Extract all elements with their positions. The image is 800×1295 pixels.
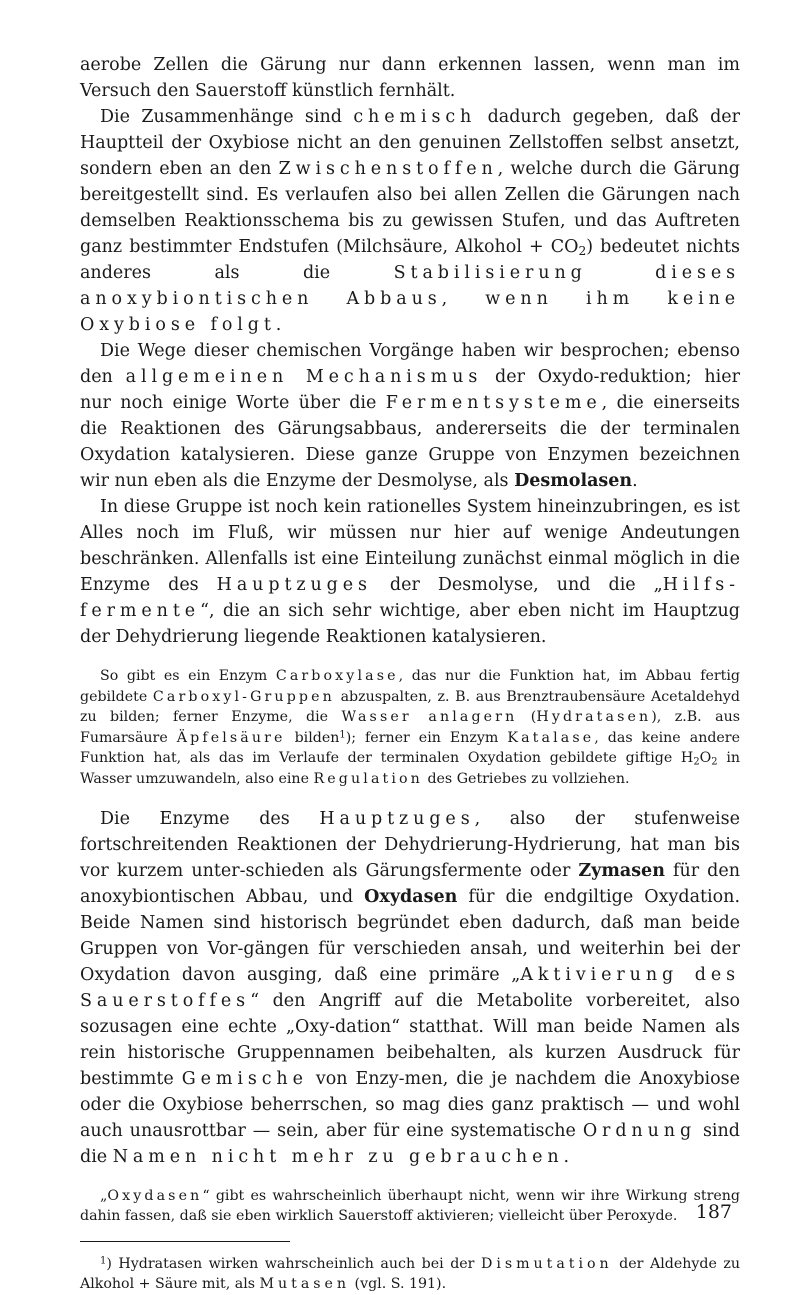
emphasis-allgemeinen-mechanismus: allgemeinen Mechanismus: [125, 367, 483, 387]
emphasis-oxydasen: Oxydasen: [107, 1187, 203, 1204]
paragraph-4: In diese Gruppe ist noch kein rationelles System hineinzubringen, es ist Alles noch im Fluß, wir müssen nur hier auf wenige Andeutungen beschränken. Allenfalls ist eine Einteilung zunächst einmal möglich in die Enzyme des Hauptzuges der Desmolyse, und die „Hilfs-fermente“, die an sich sehr wichtige, aber eben nicht im Hauptzug der Dehydrierung liegende Reaktionen katalysieren.: [80, 497, 740, 647]
paragraph-1: [80, 52, 740, 104]
paragraph-6: Die Enzyme des Hauptzuges, also der stufenweise fortschreitenden Reaktionen der Dehydrierung-Hydrierung, hat man bis vor kurzem unter-schieden als Gärungsfermente oder Zymasen für den anoxybiontischen Abbau, und Oxydasen für die endgiltige Oxydation. Beide Namen sind historisch begründet eben dadurch, daß man beide Gruppen von Vor-gängen für verschieden ansah, und weiterhin bei der Oxydation davon ausging, daß eine primäre „Aktivierung des Sauerstoffes“ den Angriff auf die Metabolite vorbereitet, also sozusagen eine echte „Oxy-dation“ statthat. Will man beide Namen als rein historische Gruppennamen beibehalten, als kurzen Ausdruck für bestimmte Gemische von Enzy-men, die je nachdem die Anoxybiose oder die Oxybiose beherrschen, so mag dies ganz praktisch — und wohl auch unausrottbar — sein, aber für eine systematische Ordnung sind die Namen nicht mehr zu gebrauchen.: [80, 808, 741, 1167]
emphasis-ordnung: Ordnung: [582, 1120, 697, 1141]
paragraph-7-small: „Oxydasen“ gibt es wahrscheinlich überhaupt nicht, wenn wir ihre Wirkung streng dahin fassen, daß sie eben wirklich Sauerstoff aktivieren; vielleicht über Peroxyde.: [80, 1187, 740, 1225]
paragraph-2: Die Zusammenhänge sind chemisch dadurch gegeben, daß der Hauptteil der Oxybiose nicht an den genuinen Zellstoffen selbst ansetzt, sondern eben an den Zwischenstoffen, welche durch die Gärung bereitgestellt sind. Es verlaufen also bei allen Zellen die Gärungen nach demselben Reaktionsschema bis zu gewissen Stufen, und das Auftreten ganz bestimmter Endstufen (Milchsäure, Alkohol + $CO_2$) bedeutet nichts anderes als die Stabilisierung dieses anoxybiontischen Abbaus, wenn ihm keine Oxybiose folgt.: [80, 107, 741, 335]
emphasis-carboxyl-gruppen: Carboxyl-Gruppen: [152, 688, 335, 705]
emphasis-hauptzuges: Hauptzuges: [216, 575, 372, 595]
page-number: 187: [695, 1201, 732, 1223]
emphasis-hilfsfermente: Hilfs-fermente: [80, 575, 740, 621]
spacer: [80, 650, 740, 666]
emphasis-regulation: Regulation: [313, 770, 423, 787]
emphasis-hauptzuges: Hauptzuges: [319, 808, 475, 829]
subscript: 2: [578, 244, 587, 259]
emphasis-hydratasen: Hydratasen: [536, 709, 652, 726]
bold-zymasen: Zymasen: [578, 860, 665, 881]
emphasis-aepfelsaeure: Äpfelsäure: [176, 729, 286, 746]
emphasis-zwischenstoffen: Zwischenstoffen: [278, 159, 498, 179]
spacer: [80, 790, 740, 806]
paragraph-1-text: aerobe Zellen die Gärung nur dann erkennen lassen, wenn man im Versuch den Sauerstoff künstlich fernhält.: [80, 55, 740, 101]
emphasis-carboxylase: Carboxylase: [275, 668, 399, 684]
spacer: [80, 1170, 740, 1186]
emphasis-gemische: Gemische: [181, 1068, 308, 1089]
emphasis-aktivierung: Aktivierung des Sauerstoffes: [80, 964, 740, 1011]
paragraph-5-small: So gibt es ein Enzym Carboxylase, das nur die Funktion hat, im Abbau fertig gebildete Carboxyl-Gruppen abzuspalten, z. B. aus Brenztraubensäure Acetaldehyd zu bilden; ferner Enzyme, die Wasser anlagern (Hydratasen), z.B. aus Fumarsäure Äpfelsäure bilden$^1$); ferner ein Enzym Katalase, das keine andere Funktion hat, als das im Verlaufe der terminalen Oxydation gebildete giftige $H_2O_2$ in Wasser umzuwandeln, also eine Regulation des Getriebes zu vollziehen.: [80, 668, 740, 787]
page-body: [80, 52, 740, 1295]
bold-oxydasen: Oxydasen: [364, 886, 458, 907]
emphasis-dismutation: Dismutation: [481, 1255, 613, 1272]
subscript: 2: [711, 756, 718, 768]
subscript: 2: [693, 756, 700, 768]
emphasis-stabilisierung: Stabilisierung dieses anoxybiontischen Abbaus, wenn ihm keine Oxybiose folgt: [80, 263, 740, 335]
paragraph-3: Die Wege dieser chemischen Vorgänge haben wir besprochen; ebenso den allgemeinen Mechanismus der Oxydo-reduktion; hier nur noch einige Worte über die Fermentsysteme, die einerseits die Reaktionen des Gärungsabbaus, andererseits die der terminalen Oxydation katalysieren. Diese ganze Gruppe von Enzymen bezeichnen wir nun eben als die Enzyme der Desmolyse, als Desmolasen.: [80, 341, 740, 491]
footnote-reference: 1: [339, 729, 346, 741]
footnote: $^1$) Hydratasen wirken wahrscheinlich auch bei der Dismutation der Aldehyde zu Alkohol + Säure mit, als Mutasen (vgl. S. 191).: [80, 1255, 740, 1293]
emphasis-wasser-anlagern: Wasser anlagern: [341, 709, 518, 726]
footnote-marker: 1: [100, 1255, 107, 1267]
emphasis-katalase: Katalase: [507, 729, 595, 746]
emphasis-namen-nicht-mehr: Namen nicht mehr zu gebrauchen: [112, 1146, 564, 1167]
bold-desmolasen: Desmolasen: [514, 471, 633, 491]
emphasis-chemisch: chemisch: [353, 107, 477, 127]
emphasis-mutasen: Mutasen: [259, 1276, 351, 1293]
footnote-divider: [80, 1241, 290, 1242]
emphasis-fermentsysteme: Fermentsysteme: [385, 393, 602, 413]
